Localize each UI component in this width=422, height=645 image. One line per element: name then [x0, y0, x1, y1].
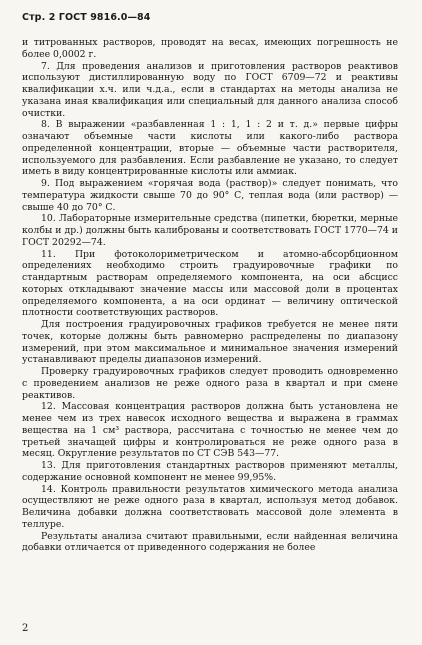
paragraph-7: 7. Для проведения анализов и приготовления растворов реактивов используют дистиллированную воду по ГОСТ 6709—72 и реактивы квалификации х.ч. или ч.д.а., если в стандартах на методы анализа не указана иная квалификация или специальный для данного анализа способ очистки. [22, 60, 398, 119]
paragraph-13: 13. Для приготовления стандартных растворов применяют металлы, содержание основной компонент не менее 99,95%. [22, 460, 398, 483]
document-body [22, 37, 398, 554]
paragraph-continuation: и титрованных растворов, проводят на весах, имеющих погрешность не более 0,0002 г. [22, 37, 398, 60]
paragraph-9: 9. Под выражением «горячая вода (раствор)» следует понимать, что температура жидкости свыше 70 до 90° С, теплая вода (или раствор) — свыше 40 до 70° С. [22, 178, 398, 213]
paragraph-14-results: Результаты анализа считают правильными, если найденная величина добавки отличается от приведенного содержания не более [22, 530, 398, 554]
paragraph-14: 14. Контроль правильности результатов химического метода анализа осуществляют не реже одного раза в квартал, используя метод добавок. Величина добавки должна соответствовать массовой доле элемента в теллуре. [22, 483, 398, 530]
paragraph-8: 8. В выражении «разбавленная 1 : 1, 1 : 2 и т. д.» первые цифры означают объемные части кислоты или какого-либо раствора определенной концентрации, вторые — объемные части растворителя, используемого для разбавления. Если разбавление не указано, то следует иметь в виду концентрированные кислоты или аммиак. [22, 119, 398, 178]
paragraph-12: 12. Массовая концентрация растворов должна быть установлена не менее чем из трех навесок исходного вещества и выражена в граммах вещества на 1 см³ раствора, рассчитана с точностью не менее чем до третьей значащей цифры и контролироваться не реже одного раза в месяц. Округление результатов по СТ СЭВ 543—77. [22, 401, 398, 460]
paragraph-11-graph-points: Для построения градуировочных графиков требуется не менее пяти точек, которые должны быть равномерно распределены по диапазону измерений, при этом максимальное и минимальное значения измерений устанавливают пределы диапазонов измерений. [22, 319, 398, 366]
page-header: Стр. 2 ГОСТ 9816.0—84 [22, 12, 151, 23]
paragraph-10: 10. Лабораторные измерительные средства (пипетки, бюретки, мерные колбы и др.) должны быть калиброваны и соответствовать ГОСТ 1770—74 и ГОСТ 20292—74. [22, 213, 398, 248]
page-number: 2 [22, 623, 29, 634]
paragraph-11: 11. При фотоколориметрическом и атомно-абсорбционном определениях необходимо строить градуировочные графики по стандартным растворам определяемого компонента, на оси абсцисс которых откладывают значение массы или массовой доли в процентах определяемого компонента, а на оси ординат — величину оптической плотности соответствующих растворов. [22, 248, 398, 319]
paragraph-11-graph-check: Проверку градуировочных графиков следует проводить одновременно с проведением анализов не реже одного раза в квартал и при смене реактивов. [22, 366, 398, 401]
